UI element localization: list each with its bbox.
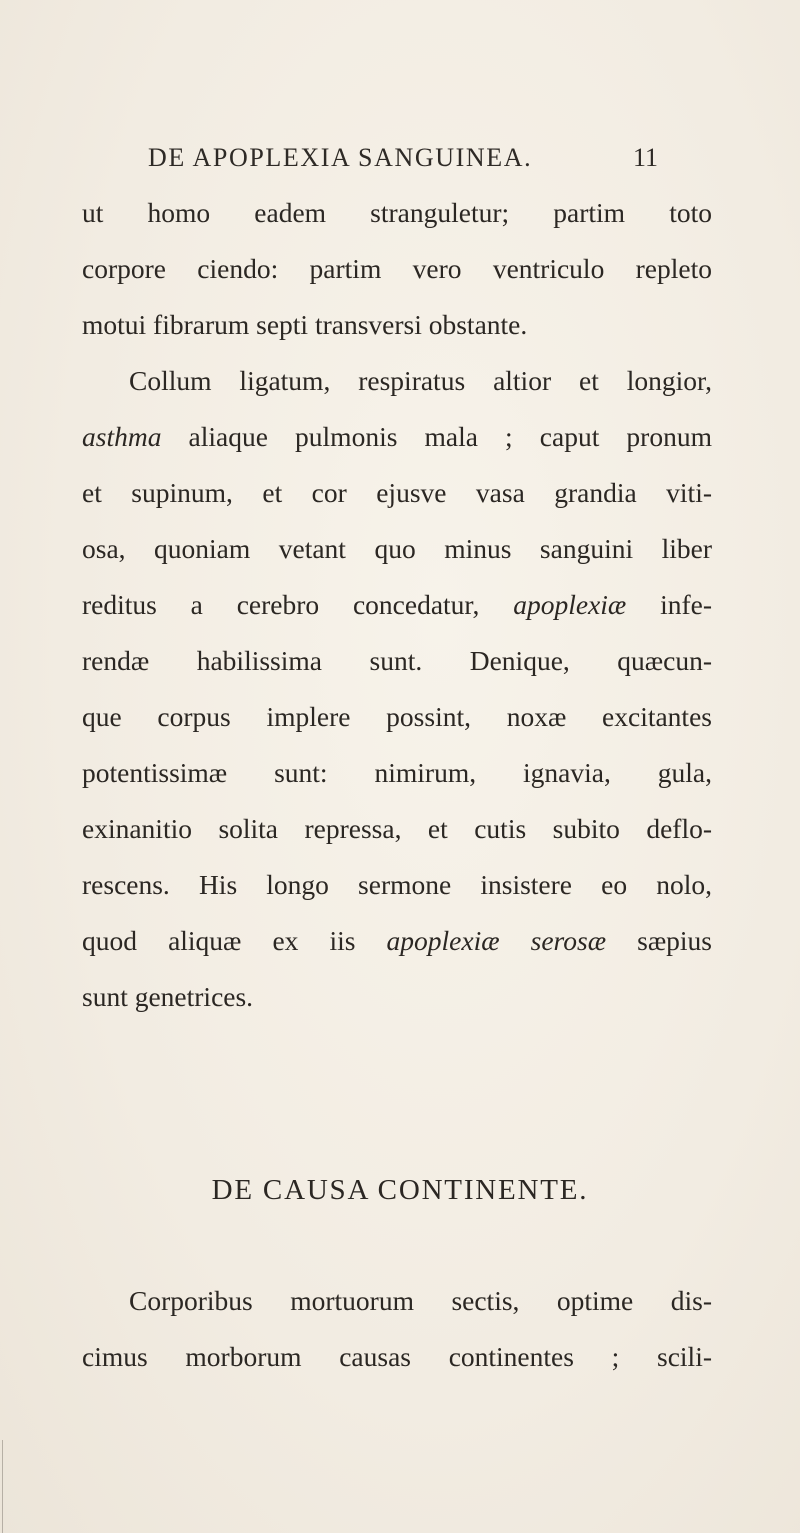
text-span: quod aliquæ ex iis (82, 925, 387, 956)
text-line: potentissimæ sunt: nimirum, ignavia, gula, (82, 757, 712, 788)
text-line: osa, quoniam vetant quo minus sanguini liber (82, 533, 712, 564)
running-head (0, 143, 800, 173)
italic-term: apoplexiæ (513, 589, 627, 620)
text-span: reditus a cerebro concedatur, (82, 589, 514, 620)
running-title: DE APOPLEXIA SANGUINEA. (148, 143, 533, 172)
italic-term: apoplexiæ serosæ (386, 925, 607, 956)
text-line (82, 588, 712, 622)
text-line: cimus morborum causas continentes ; scili- (82, 1341, 712, 1372)
text-line: rendæ habilissima sunt. Denique, quæcun- (82, 645, 712, 676)
text-line: rescens. His longo sermone insistere eo nolo, (82, 869, 712, 900)
page-edge-mark (2, 1440, 3, 1533)
page-number: 11 (633, 143, 659, 172)
text-span: infe- (626, 589, 712, 620)
text-line: corpore ciendo: partim vero ventriculo repleto (82, 253, 712, 284)
text-line: et supinum, et cor ejusve vasa grandia viti- (82, 477, 712, 508)
text-span: sæpius (606, 925, 713, 956)
text-line: motui fibrarum septi transversi obstante. (82, 309, 528, 340)
text-line (82, 924, 712, 958)
text-line: que corpus implere possint, noxæ excitantes (82, 701, 712, 732)
text-line (82, 420, 712, 454)
text-line: ut homo eadem stranguletur; partim toto (82, 197, 712, 228)
text-line: sunt genetrices. (82, 981, 254, 1012)
text-line: exinanitio solita repressa, et cutis subito deflo- (82, 813, 712, 844)
italic-term: asthma (82, 421, 162, 452)
text-line: Corporibus mortuorum sectis, optime dis- (129, 1285, 712, 1316)
text-span: aliaque pulmonis mala ; caput pronum (161, 421, 712, 452)
text-line: Collum ligatum, respiratus altior et longior, (129, 365, 712, 396)
section-heading: DE CAUSA CONTINENTE. (211, 1174, 589, 1206)
